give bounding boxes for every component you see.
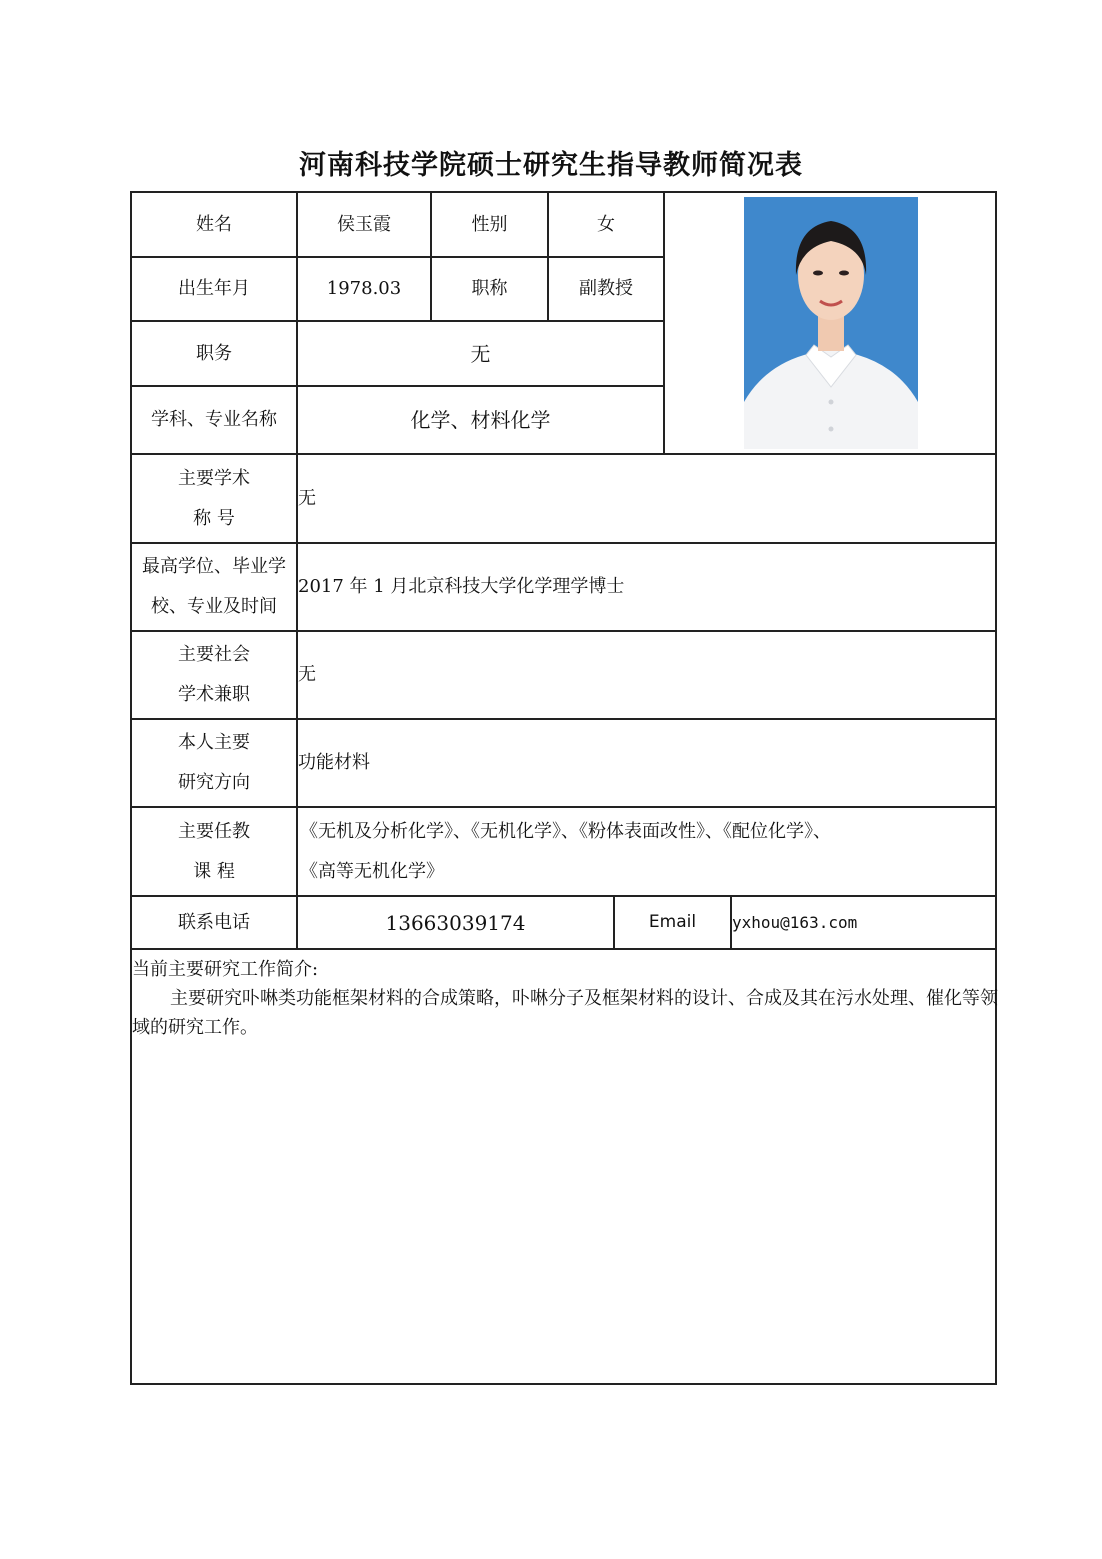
value-position: 无: [470, 341, 491, 366]
document-title: 河南科技学院硕士研究生指导教师简况表: [299, 150, 803, 181]
value-honor: 无: [298, 487, 316, 509]
label-research: [132, 720, 296, 806]
label-courses-line1: 主要任教: [178, 820, 250, 842]
value-courses-line1: 《无机及分析化学》、《无机化学》、《粉体表面改性》、《配位化学》、: [300, 820, 831, 842]
value-email: yxhou@163.com: [732, 912, 858, 932]
label-social-line1: 主要社会: [178, 644, 250, 666]
label-name: 姓名: [196, 213, 232, 235]
label-degree-line1: 最高学位、毕业学: [142, 556, 286, 578]
intro-heading: 当前主要研究工作简介:: [132, 959, 319, 980]
value-courses: [300, 808, 996, 895]
label-social: [132, 632, 296, 718]
label-degree-line2: 校、专业及时间: [151, 596, 277, 617]
value-social: 无: [298, 664, 316, 686]
label-courses-line2: 课 程: [193, 860, 235, 882]
label-birth: 出生年月: [178, 278, 250, 300]
value-degree: 2017 年 1 月北京科技大学化学理学博士: [298, 576, 625, 598]
value-courses-line2: 《高等无机化学》: [300, 860, 444, 882]
label-social-line2: 学术兼职: [178, 684, 250, 705]
label-rank: 职称: [471, 278, 508, 300]
value-name: 侯玉霞: [337, 213, 391, 235]
research-intro-section: [132, 955, 998, 1042]
value-gender: 女: [597, 213, 615, 235]
label-honor-line1: 主要学术: [178, 467, 250, 489]
column-divider: [663, 191, 665, 453]
intro-text: 主要研究卟啉类功能框架材料的合成策略，卟啉分子及框架材料的设计、合成及其在污水处理、催化等领域的研究工作。: [132, 988, 998, 1038]
value-phone: 13663039174: [385, 910, 526, 935]
label-courses: [132, 808, 296, 895]
value-rank: 副教授: [579, 278, 633, 300]
label-research-line1: 本人主要: [178, 732, 250, 754]
label-phone: 联系电话: [178, 911, 250, 933]
portrait-image: [744, 197, 918, 449]
value-discipline: 化学、材料化学: [410, 408, 551, 432]
label-honor: [132, 455, 296, 542]
row-divider: [130, 948, 997, 950]
label-gender: 性别: [471, 213, 508, 235]
label-research-line2: 研究方向: [178, 772, 250, 793]
label-degree: [132, 544, 296, 630]
portrait-photo: [744, 197, 918, 449]
label-discipline: 学科、专业名称: [151, 409, 277, 431]
value-birth: 1978.03: [326, 278, 402, 300]
label-honor-line2: 称 号: [193, 507, 235, 529]
label-position: 职务: [196, 342, 232, 364]
label-email: Email: [648, 912, 697, 933]
value-research: 功能材料: [298, 752, 370, 774]
